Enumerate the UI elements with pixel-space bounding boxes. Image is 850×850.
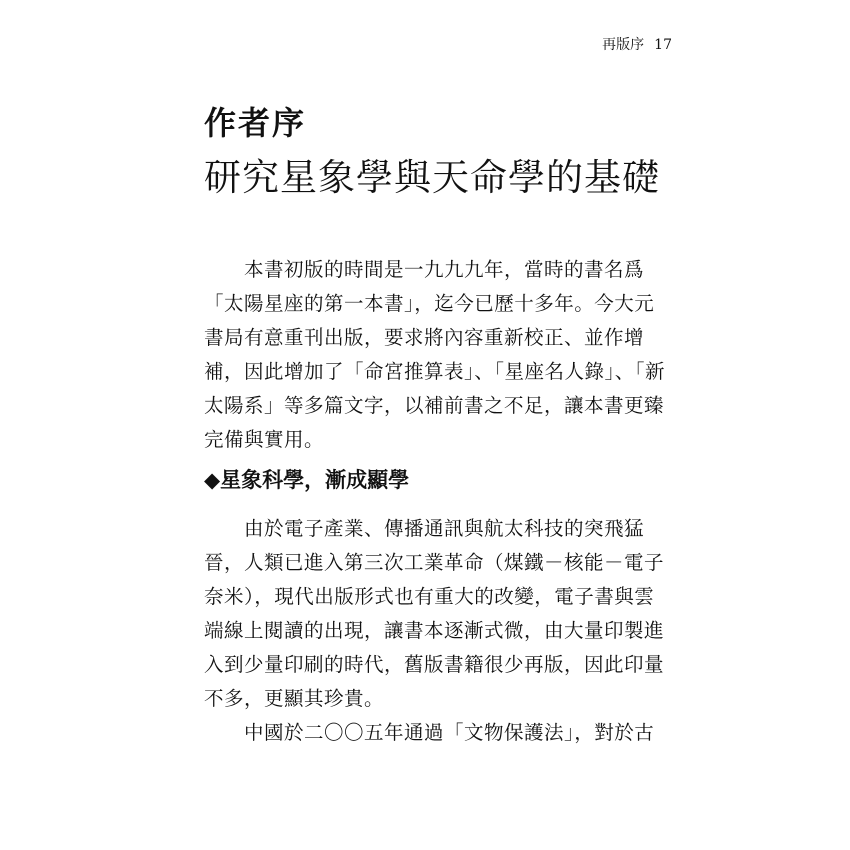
chapter-title: 研究星象學與天命學的基礎 bbox=[204, 156, 660, 199]
paragraph-2 bbox=[204, 512, 665, 716]
paragraph-line: 中國於二〇〇五年通過「文物保護法」，對於古 bbox=[244, 721, 655, 744]
paragraph-3 bbox=[204, 716, 656, 750]
paragraph-line: 由於電子產業、傳播通訊與航太科技的突飛猛 bbox=[244, 517, 645, 540]
section-text-block bbox=[204, 512, 665, 750]
intro-text-block bbox=[204, 253, 666, 457]
paragraph-line: 「太陽星座的第一本書」，迄今已歷十多年。今大元 bbox=[204, 292, 655, 315]
paragraph-line: 補，因此增加了「命宮推算表」、「星座名人錄」、「新 bbox=[204, 360, 666, 383]
paragraph-line: 本書初版的時間是一九九九年，當時的書名爲 bbox=[244, 258, 645, 281]
paragraph-line: 奈米），現代出版形式也有重大的改變，電子書與雲 bbox=[204, 585, 655, 608]
running-title: 再版序 bbox=[602, 37, 645, 53]
paragraph-line: 晉，人類已進入第三次工業革命（煤鐵－核能－電子 bbox=[204, 551, 665, 574]
paragraph-1 bbox=[204, 253, 666, 457]
preface-label: 作者序 bbox=[204, 104, 307, 142]
section-heading: ◆星象科學，漸成顯學 bbox=[204, 468, 410, 492]
paragraph-line: 太陽系」等多篇文字，以補前書之不足，讓本書更臻 bbox=[204, 394, 665, 417]
paragraph-line: 完備與實用。 bbox=[204, 428, 325, 451]
paragraph-line: 入到少量印刷的時代，舊版書籍很少再版，因此印量 bbox=[204, 653, 665, 676]
paragraph-line: 端線上閱讀的出現，讓書本逐漸式微，由大量印製進 bbox=[204, 619, 665, 642]
paragraph-line: 書局有意重刊出版，要求將內容重新校正、並作增 bbox=[204, 326, 645, 349]
paragraph-line: 不多，更顯其珍貴。 bbox=[204, 687, 385, 710]
running-header bbox=[560, 34, 672, 54]
page-number: 17 bbox=[654, 37, 672, 53]
